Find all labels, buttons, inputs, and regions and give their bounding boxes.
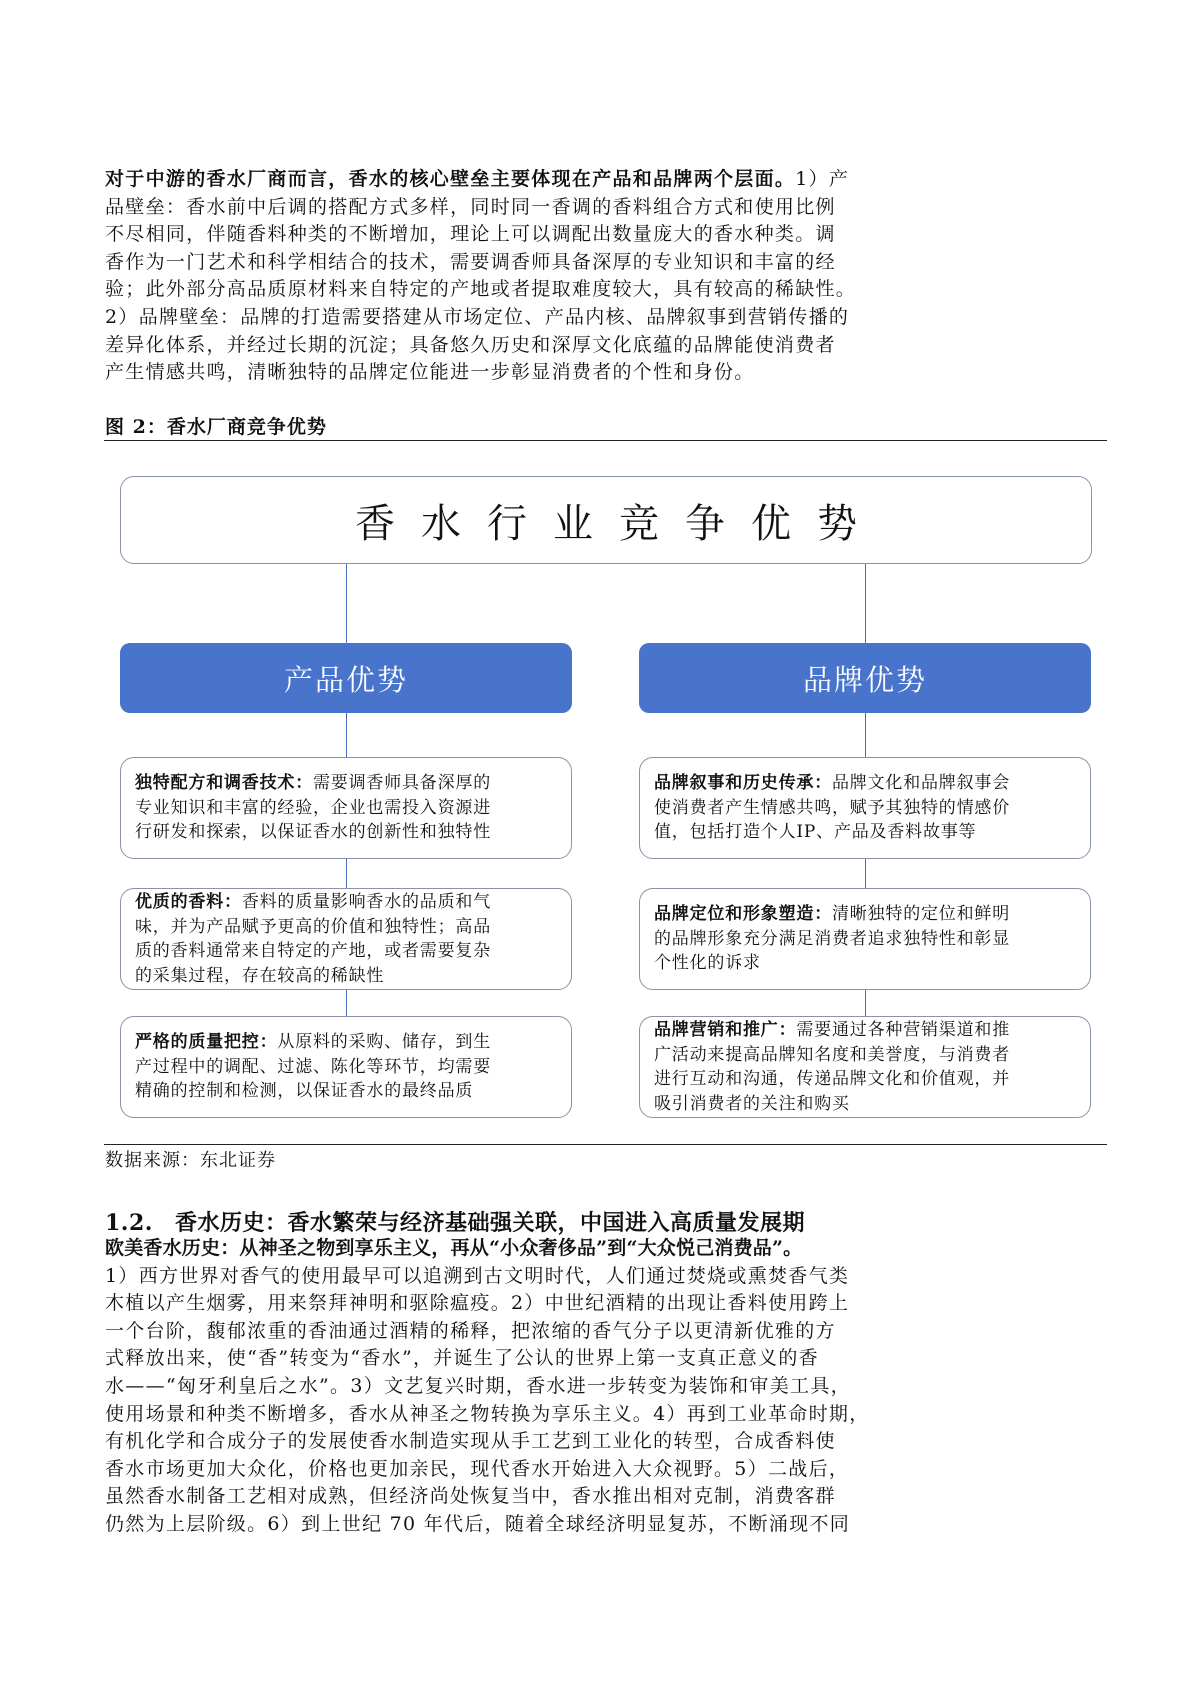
intro-paragraph: 对于中游的香水厂商而言，香水的核心壁垒主要体现在产品和品牌两个层面。1）产 品壁垒：香水前中后调的搭配方式多样，同时同一香调的香料组合方式和使用比例 不尽相同，伴随香料种类的不断增加，理论上可以调配出数量庞大的香水种类。调 香作为一门艺术和科学相结合的技术，需要调香师具备深厚的专业知识和丰富的经 验；此外部分高品质原材料来自特定的产地或者提取难度较大，具有较高的稀缺性。 2）品牌壁垒：品牌的打造需要搭建从市场定位、产品内核、品牌叙事到营销传播的 差异化体系，并经过长期的沉淀；具备悠久历史和深厚文化底蕴的品牌能使消费者 产生情感共鸣，清晰独特的品牌定位能进一步彰显消费者的个性和身份。 [105,166,875,387]
intro-line: 2）品牌壁垒：品牌的打造需要搭建从市场定位、产品内核、品牌叙事到营销传播的 [105,305,850,328]
left-box-2: 优质的香料：香料的质量影响香水的品质和气 味，并为产品赋予更高的价值和独特性；高品 质的香料通常来自特定的产地，或者需要复杂 的采集过程，存在较高的稀缺性 [120,888,572,990]
left-box-1: 独特配方和调香技术：需要调香师具备深厚的 专业知识和丰富的经验，企业也需投入资源进 行研发和探索，以保证香水的创新性和独特性 [120,757,572,859]
section-heading: 1.2. 香水历史：香水繁荣与经济基础强关联，中国进入高质量发展期 [105,1210,805,1236]
intro-line: 产生情感共鸣，清晰独特的品牌定位能进一步彰显消费者的个性和身份。 [105,361,755,384]
history-line: 水——“匈牙利皇后之水”。3）文艺复兴时期，香水进一步转变为装饰和审美工具， [105,1374,851,1397]
brand-advantage-header: 品牌优势 [639,643,1091,713]
history-line: 虽然香水制备工艺相对成熟，但经济尚处恢复当中，香水推出相对克制，消费客群 [105,1485,836,1508]
section-subtitle: 欧美香水历史：从神圣之物到享乐主义，再从“小众奢侈品”到“大众悦己消费品”。 [105,1237,803,1259]
right-box-3: 品牌营销和推广：需要通过各种营销渠道和推 广活动来提高品牌知名度和美誉度，与消费者 进行互动和沟通，传递品牌文化和价值观，并 吸引消费者的关注和购买 [639,1016,1091,1118]
connector [346,564,347,643]
intro-line: 品壁垒：香水前中后调的搭配方式多样，同时同一香调的香料组合方式和使用比例 [105,195,836,218]
right-box-1: 品牌叙事和历史传承：品牌文化和品牌叙事会 使消费者产生情感共鸣，赋予其独特的情感价 值，包括打造个人IP、产品及香料故事等 [639,757,1091,859]
history-line: 有机化学和合成分子的发展使香水制造实现从手工艺到工业化的转型，合成香料使 [105,1430,836,1453]
connector [865,564,866,643]
history-line: 使用场景和种类不断增多，香水从神圣之物转换为享乐主义。4）再到工业革命时期， [105,1402,870,1425]
history-line: 仍然为上层阶级。6）到上世纪 70 年代后，随着全球经济明显复苏，不断涌现不同 [105,1512,851,1535]
history-paragraph [105,1235,875,1539]
intro-line: 香作为一门艺术和科学相结合的技术，需要调香师具备深厚的专业知识和丰富的经 [105,250,836,273]
history-line: 式释放出来，使“香”转变为“香水”，并诞生了公认的世界上第一支真正意义的香 [105,1347,819,1370]
data-source: 数据来源：东北证券 [105,1150,276,1171]
history-line: 木植以产生烟雾，用来祭拜神明和驱除瘟疫。2）中世纪酒精的出现让香料使用跨上 [105,1292,850,1315]
history-line: 1）西方世界对香气的使用最早可以追溯到古文明时代，人们通过焚烧或熏焚香气类 [105,1264,850,1287]
figure-caption: 图 2：香水厂商竞争优势 [105,416,327,438]
caption-divider [104,440,1107,441]
figure-bottom-divider [104,1144,1107,1145]
left-box-3: 严格的质量把控：从原料的采购、储存，到生 产过程中的调配、过滤、陈化等环节，均需要 精确的控制和检测，以保证香水的最终品质 [120,1016,572,1118]
intro-line: 验；此外部分高品质原材料来自特定的产地或者提取难度较大，具有较高的稀缺性。 [105,278,857,301]
right-box-2: 品牌定位和形象塑造：清晰独特的定位和鲜明 的品牌形象充分满足消费者追求独特性和彰显 个性化的诉求 [639,888,1091,990]
product-advantage-header: 产品优势 [120,643,572,713]
intro-line: 不尽相同，伴随香料种类的不断增加，理论上可以调配出数量庞大的香水种类。调 [105,223,836,246]
intro-line: 差异化体系，并经过长期的沉淀；具备悠久历史和深厚文化底蕴的品牌能使消费者 [105,333,836,356]
history-line: 一个台阶，馥郁浓重的香油通过酒精的稀释，把浓缩的香气分子以更清新优雅的方 [105,1319,836,1342]
diagram-title-box: 香水行业竞争优势 [120,476,1092,564]
intro-lead: 对于中游的香水厂商而言，香水的核心壁垒主要体现在产品和品牌两个层面。 [105,168,796,190]
history-line: 香水市场更加大众化，价格也更加亲民，现代香水开始进入大众视野。5）二战后， [105,1457,850,1480]
